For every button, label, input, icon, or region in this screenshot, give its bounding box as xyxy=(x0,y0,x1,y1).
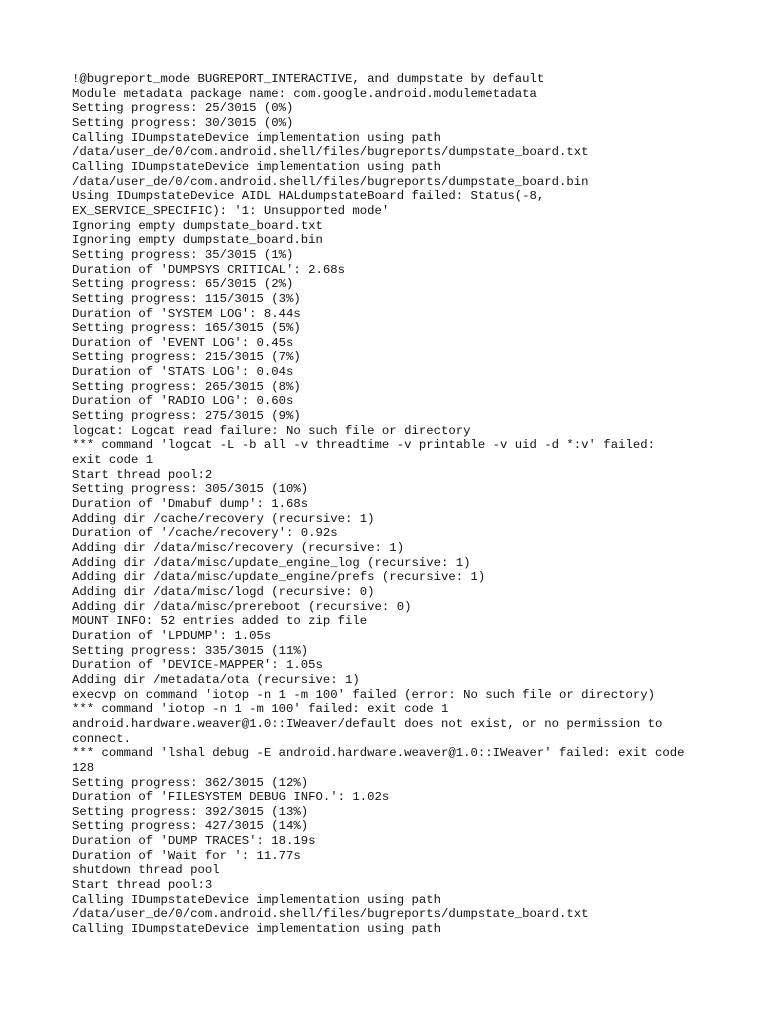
log-line: Setting progress: 392/3015 (13%) xyxy=(72,804,309,819)
log-line: Adding dir /data/misc/update_engine/prefs (recursive: 1) xyxy=(72,570,486,585)
log-line: Duration of '/cache/recovery': 0.92s xyxy=(72,526,338,541)
log-line: Duration of 'EVENT LOG': 0.45s xyxy=(72,335,294,350)
log-line: Start thread pool:2 xyxy=(72,467,213,482)
log-line: Setting progress: 427/3015 (14%) xyxy=(72,819,309,834)
log-line: Setting progress: 25/3015 (0%) xyxy=(72,101,294,116)
log-line: MOUNT INFO: 52 entries added to zip file xyxy=(72,614,368,629)
log-line: Setting progress: 305/3015 (10%) xyxy=(72,482,309,497)
log-line: Start thread pool:3 xyxy=(72,878,213,893)
log-line: Adding dir /data/misc/logd (recursive: 0) xyxy=(72,584,375,599)
log-line: Ignoring empty dumpstate_board.txt xyxy=(72,218,323,233)
log-line: Adding dir /cache/recovery (recursive: 1) xyxy=(72,511,375,526)
log-line: Ignoring empty dumpstate_board.bin xyxy=(72,233,323,248)
log-line: Adding dir /data/misc/recovery (recursive: 1) xyxy=(72,541,405,555)
log-line: *** command 'lshal debug -E android.hardware.weaver@1.0::IWeaver' failed: exit code xyxy=(72,746,685,761)
log-line: Setting progress: 65/3015 (2%) xyxy=(72,277,294,292)
log-line: Calling IDumpstateDevice implementation using path xyxy=(72,130,441,145)
log-line: Setting progress: 275/3015 (9%) xyxy=(72,409,301,424)
log-line: Adding dir /data/misc/update_engine_log (recursive: 1) xyxy=(72,555,471,570)
log-text-block xyxy=(72,72,708,937)
log-line: execvp on command 'iotop -n 1 -m 100' failed (error: No such file or directory) xyxy=(72,687,655,702)
log-line: Duration of 'RADIO LOG': 0.60s xyxy=(72,394,294,409)
log-line: Duration of 'Dmabuf dump': 1.68s xyxy=(72,497,309,512)
log-line: Module metadata package name: com.google.android.modulemetadata xyxy=(72,86,537,101)
log-line: Setting progress: 115/3015 (3%) xyxy=(72,291,301,306)
log-line: Using IDumpstateDevice AIDL HALdumpstateBoard failed: Status(-8, xyxy=(72,189,545,204)
log-line: /data/user_de/0/com.android.shell/files/bugreports/dumpstate_board.txt xyxy=(72,907,589,922)
log-line: Duration of 'FILESYSTEM DEBUG INFO.': 1.02s xyxy=(72,790,390,805)
log-line: Calling IDumpstateDevice implementation using path xyxy=(72,892,441,907)
log-line: Duration of 'STATS LOG': 0.04s xyxy=(72,365,294,380)
log-line: Setting progress: 265/3015 (8%) xyxy=(72,379,301,394)
log-line: Setting progress: 335/3015 (11%) xyxy=(72,643,309,658)
log-line: Setting progress: 165/3015 (5%) xyxy=(72,321,301,336)
log-line: Duration of 'DEVICE-MAPPER': 1.05s xyxy=(72,658,323,673)
log-line: android.hardware.weaver@1.0::IWeaver/default does not exist, or no permission to xyxy=(72,716,663,731)
log-line: Calling IDumpstateDevice implementation using path xyxy=(72,922,441,937)
log-line: *** command 'logcat -L -b all -v threadtime -v printable -v uid -d *:v' failed: xyxy=(72,438,655,453)
log-line: /data/user_de/0/com.android.shell/files/bugreports/dumpstate_board.txt xyxy=(72,145,589,160)
log-line: !@bugreport_mode BUGREPORT_INTERACTIVE, and dumpstate by default xyxy=(72,72,545,86)
log-line: Setting progress: 362/3015 (12%) xyxy=(72,775,309,790)
log-line: Duration of 'SYSTEM LOG': 8.44s xyxy=(72,306,301,321)
log-line: *** command 'iotop -n 1 -m 100' failed: exit code 1 xyxy=(72,702,449,717)
log-line: 128 xyxy=(72,760,95,775)
log-line: EX_SERVICE_SPECIFIC): '1: Unsupported mode' xyxy=(72,203,390,218)
log-line: Setting progress: 215/3015 (7%) xyxy=(72,350,301,365)
log-line: Calling IDumpstateDevice implementation using path xyxy=(72,159,441,174)
log-line: connect. xyxy=(72,731,132,746)
log-line: shutdown thread pool xyxy=(72,863,220,878)
log-line: exit code 1 xyxy=(72,453,154,468)
log-line: Adding dir /data/misc/prereboot (recursive: 0) xyxy=(72,599,412,614)
log-line: Duration of 'LPDUMP': 1.05s xyxy=(72,628,272,643)
log-line: Setting progress: 30/3015 (0%) xyxy=(72,115,294,130)
log-line: logcat: Logcat read failure: No such file or directory xyxy=(72,423,471,438)
log-line: /data/user_de/0/com.android.shell/files/bugreports/dumpstate_board.bin xyxy=(72,174,589,189)
log-line: Adding dir /metadata/ota (recursive: 1) xyxy=(72,672,360,687)
log-line: Duration of 'DUMPSYS CRITICAL': 2.68s xyxy=(72,262,346,277)
log-line: Duration of 'Wait for ': 11.77s xyxy=(72,848,301,863)
log-line: Setting progress: 35/3015 (1%) xyxy=(72,247,294,262)
log-line: Duration of 'DUMP TRACES': 18.19s xyxy=(72,834,316,849)
